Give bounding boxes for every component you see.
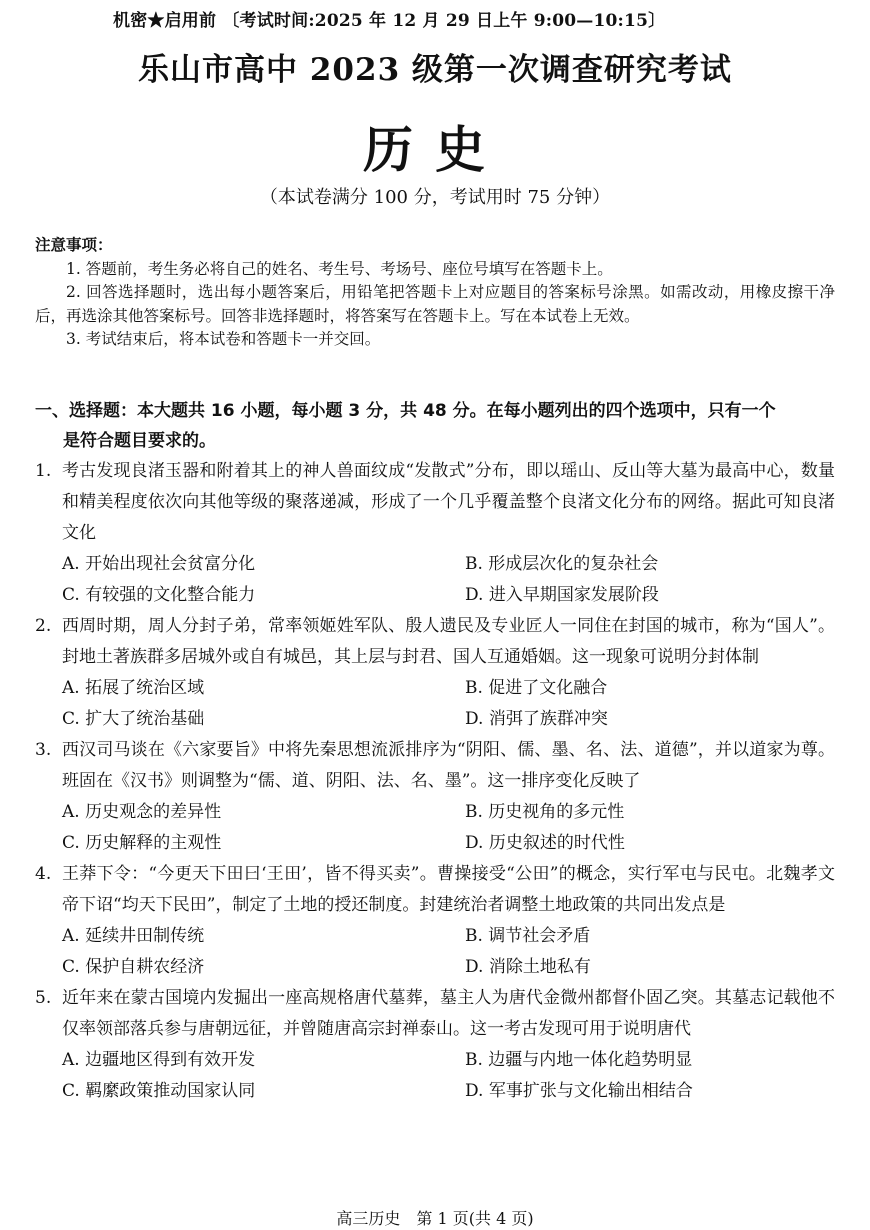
option-list: [35, 549, 835, 611]
question-3: [35, 735, 835, 859]
notice-heading: 注意事项：: [35, 236, 113, 254]
question-5: [35, 983, 835, 1107]
option-list: [35, 1045, 835, 1107]
question-stem: 近年来在蒙古国境内发掘出一座高规格唐代墓葬，墓主人为唐代金微州都督仆固乙突。其墓志记载他不仅率领部落兵参与唐朝远征，并曾随唐高宗封禅泰山。这一考古发现可用于说明唐代: [62, 988, 835, 1039]
option-a: A. 拓展了统治区域: [62, 678, 205, 698]
option-d: D. 消弭了族群冲突: [465, 709, 608, 729]
option-d: D. 历史叙述的时代性: [465, 833, 625, 853]
exam-title: 乐山市高中 2023 级第一次调查研究考试: [138, 52, 732, 88]
option-list: [35, 921, 835, 983]
option-d: D. 消除土地私有: [465, 957, 591, 977]
question-stem: 王莽下令：“今更天下田曰‘王田’，皆不得买卖”。曹操接受“公田”的概念，实行军屯与民屯。北魏孝文帝下诏“均天下民田”，制定了土地的授还制度。封建统治者调整土地政策的共同出发点是: [62, 864, 835, 915]
question-stem: 西周时期，周人分封子弟，常率领姬姓军队、殷人遗民及专业匠人一同住在封国的城市，称为“国人”。封地土著族群多居城外或自有城邑，其上层与封君、国人互通婚姻。这一现象可说明分封体制: [62, 616, 835, 667]
option-b: B. 形成层次化的复杂社会: [465, 554, 659, 574]
question-number: 5.: [35, 988, 52, 1008]
option-c: C. 保护自耕农经济: [62, 957, 205, 977]
question-number: 3.: [35, 740, 52, 760]
question-number: 2.: [35, 616, 52, 636]
option-b: B. 促进了文化融合: [465, 678, 608, 698]
option-c: C. 有较强的文化整合能力: [62, 585, 256, 605]
option-d: D. 军事扩张与文化输出相结合: [465, 1081, 693, 1101]
option-a: A. 历史观念的差异性: [62, 802, 222, 822]
option-b: B. 调节社会矛盾: [465, 926, 591, 946]
option-a: A. 开始出现社会贫富分化: [62, 554, 256, 574]
option-c: C. 历史解释的主观性: [62, 833, 222, 853]
option-list: [35, 673, 835, 735]
option-a: A. 边疆地区得到有效开发: [62, 1050, 256, 1070]
section-heading: [35, 396, 835, 456]
subject-title: 历史: [363, 120, 507, 179]
notice-item: 2. 回答选择题时，选出每小题答案后，用铅笔把答题卡上对应题目的答案标号涂黑。如需改动，用橡皮擦干净后，再选涂其他答案标号。回答非选择题时，将答案写在答题卡上。写在本试卷上无效。: [35, 283, 835, 325]
section-heading-line2: 是符合题目要求的。: [63, 431, 216, 451]
exam-header-line: [113, 6, 665, 31]
secret-mark: 机密★启用前: [113, 11, 217, 31]
section-heading-line1: 一、选择题：本大题共 16 小题，每小题 3 分，共 48 分。在每小题列出的四个选项中，只有一个: [35, 401, 776, 421]
question-list: [35, 456, 835, 1107]
option-d: D. 进入早期国家发展阶段: [465, 585, 659, 605]
question-stem: 考古发现良渚玉器和附着其上的神人兽面纹成“发散式”分布，即以瑶山、反山等大墓为最高中心，数量和精美程度依次向其他等级的聚落递减，形成了一个几乎覆盖整个良渚文化分布的网络。据此可知良渚文化: [62, 461, 835, 543]
question-number: 1.: [35, 461, 52, 481]
option-a: A. 延续井田制传统: [62, 926, 205, 946]
question-2: [35, 611, 835, 735]
notice-block: [35, 234, 835, 352]
option-list: [35, 797, 835, 859]
exam-subtitle: （本试卷满分 100 分，考试用时 75 分钟）: [259, 187, 611, 208]
question-4: [35, 859, 835, 983]
option-b: B. 历史视角的多元性: [465, 802, 625, 822]
question-1: [35, 456, 835, 611]
option-c: C. 羁縻政策推动国家认同: [62, 1081, 256, 1101]
notice-item: 1. 答题前，考生务必将自己的姓名、考生号、考场号、座位号填写在答题卡上。: [66, 259, 613, 278]
option-c: C. 扩大了统治基础: [62, 709, 205, 729]
notice-item: 3. 考试结束后，将本试卷和答题卡一并交回。: [66, 330, 381, 348]
question-number: 4.: [35, 864, 52, 884]
page-footer: 高三历史 第 1 页(共 4 页): [336, 1209, 534, 1228]
exam-time: 〔考试时间:2025 年 12 月 29 日上午 9:00—10:15〕: [222, 11, 666, 31]
option-b: B. 边疆与内地一体化趋势明显: [465, 1050, 693, 1070]
question-stem: 西汉司马谈在《六家要旨》中将先秦思想流派排序为“阴阳、儒、墨、名、法、道德”，并以道家为尊。班固在《汉书》则调整为“儒、道、阴阳、法、名、墨”。这一排序变化反映了: [62, 740, 835, 791]
